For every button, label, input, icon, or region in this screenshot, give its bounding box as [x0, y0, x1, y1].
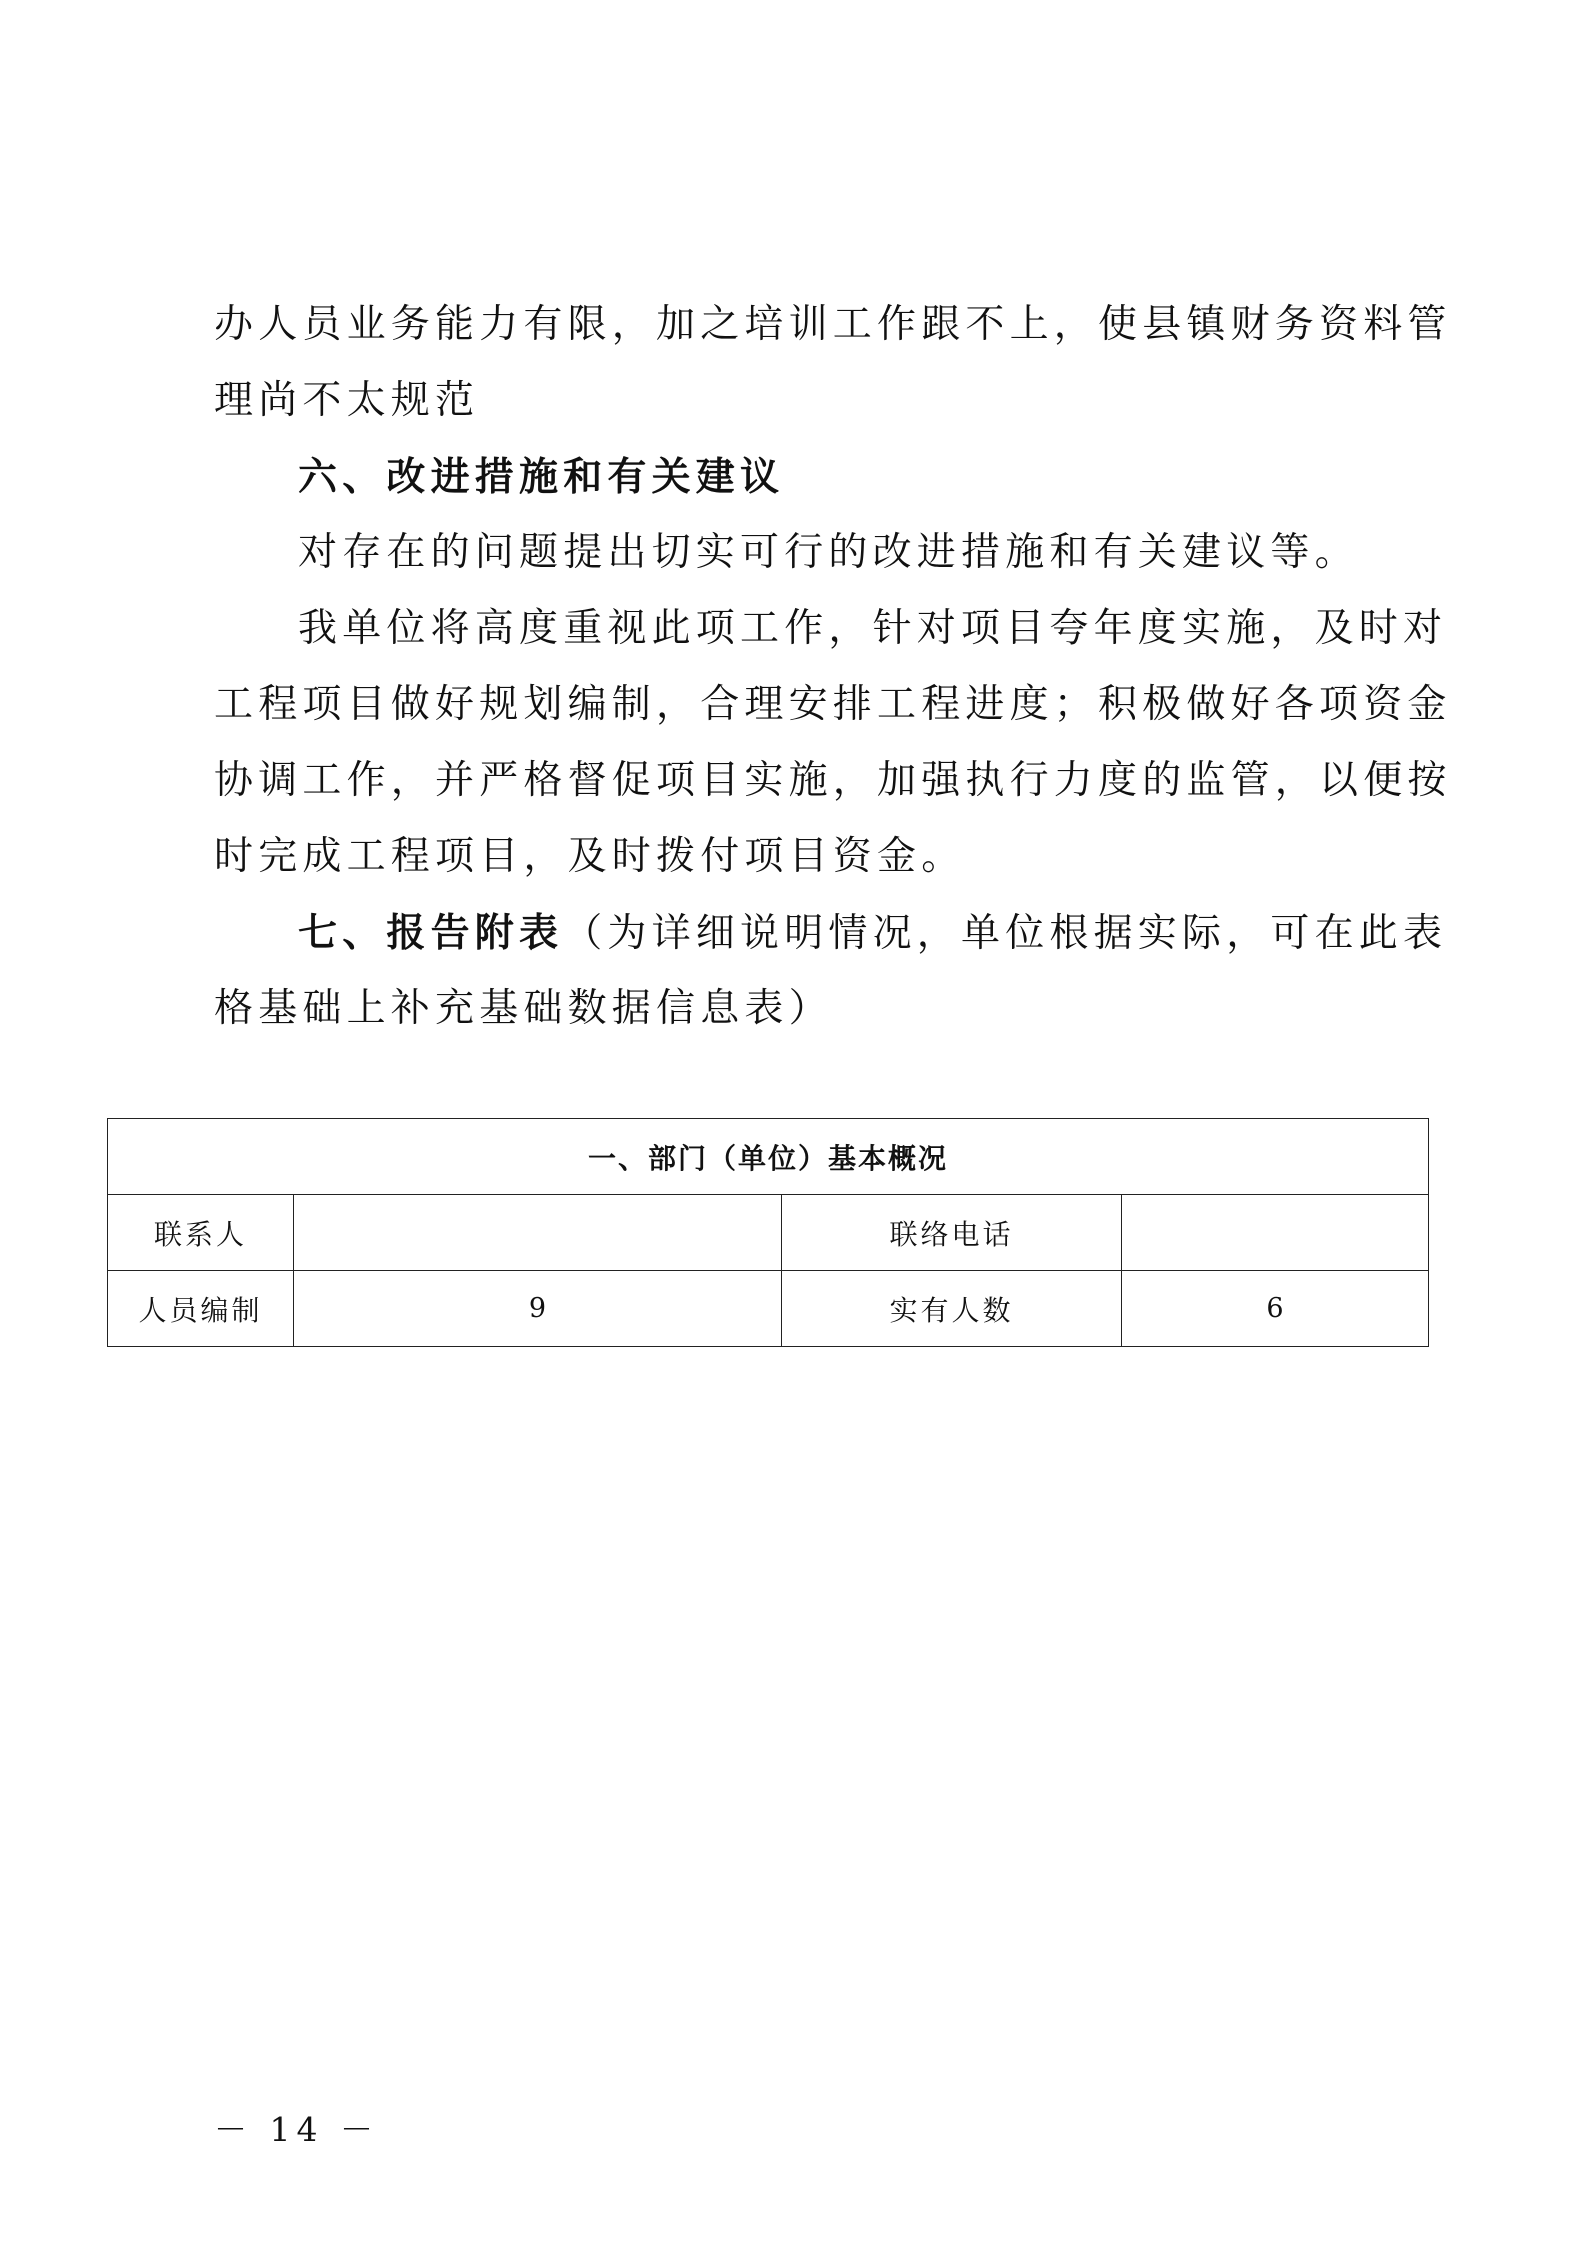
paragraph-line: 格基础上补充基础数据信息表） [214, 986, 833, 1031]
table-row [108, 1271, 1429, 1347]
table-cell-label: 实有人数 [782, 1271, 1122, 1347]
table-cell-value: 6 [1122, 1271, 1429, 1347]
table-cell-value [294, 1195, 782, 1271]
paragraph-line: 办人员业务能力有限，加之培训工作跟不上，使县镇财务资料管 [214, 302, 1452, 347]
section-heading-6: 六、改进措施和有关建议 [298, 454, 785, 500]
table-cell-value: 9 [294, 1271, 782, 1347]
table-cell-label: 联络电话 [782, 1195, 1122, 1271]
paragraph-line: 理尚不太规范 [214, 378, 480, 423]
section-heading-7: 七、报告附表 [298, 910, 564, 956]
section-heading-7-note: （为详细说明情况，单位根据实际，可在此表 [563, 911, 1448, 956]
basic-info-table [107, 1118, 1429, 1347]
table-title: 一、部门（单位）基本概况 [108, 1119, 1429, 1195]
paragraph-line: 对存在的问题提出切实可行的改进措施和有关建议等。 [298, 530, 1359, 575]
table-cell-label: 联系人 [108, 1195, 294, 1271]
table-cell-value [1122, 1195, 1429, 1271]
section-heading-7-line [298, 910, 1447, 957]
paragraph-line: 协调工作，并严格督促项目实施，加强执行力度的监管，以便按 [214, 758, 1452, 803]
paragraph-line: 工程项目做好规划编制，合理安排工程进度；积极做好各项资金 [214, 682, 1452, 727]
page-number: － 14 － [214, 2110, 379, 2149]
table-cell-label: 人员编制 [108, 1271, 294, 1347]
table-row [108, 1195, 1429, 1271]
paragraph-line: 我单位将高度重视此项工作，针对项目夸年度实施，及时对 [298, 606, 1448, 651]
table-title-row [108, 1119, 1429, 1195]
paragraph-line: 时完成工程项目，及时拨付项目资金。 [214, 834, 966, 879]
